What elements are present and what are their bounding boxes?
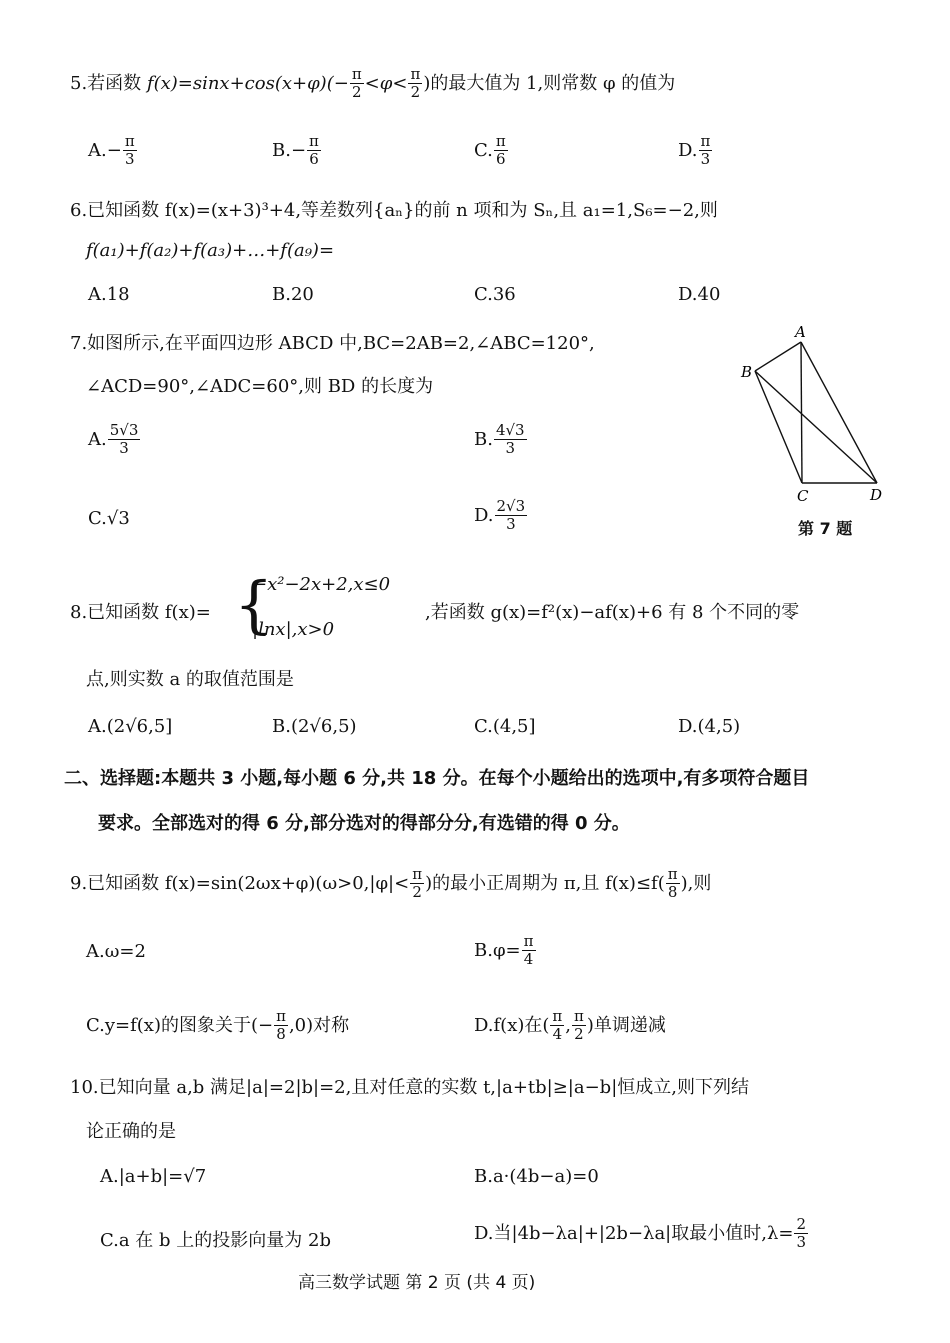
q5-option-a-num: π xyxy=(124,132,135,150)
q6-stem-line2: f(a₁)+f(a₂)+f(a₃)+…+f(a₉)= xyxy=(86,240,335,261)
q5-option-b-label: B.− xyxy=(272,139,307,161)
q7-option-a-den: 3 xyxy=(119,439,129,458)
q5-option-d xyxy=(678,133,713,169)
q5-frac-2-num: π xyxy=(410,65,421,83)
q7-option-b-frac xyxy=(494,422,527,458)
q5-option-b-frac xyxy=(307,133,321,169)
q5-option-c-num: π xyxy=(495,132,506,150)
q5-option-b-den: 6 xyxy=(309,150,319,169)
q9-option-d-a: D.f(x)在( xyxy=(474,1014,550,1036)
q7-option-a xyxy=(88,422,141,458)
q7-option-d-label: D. xyxy=(474,504,494,526)
q7-option-b-num: 4√3 xyxy=(495,421,525,439)
q7-option-b-label: B. xyxy=(474,428,493,450)
q9-option-d-comma: , xyxy=(565,1014,571,1036)
section2-heading-line2: 要求。全部选对的得 6 分,部分选对的得部分分,有选错的得 0 分。 xyxy=(98,813,630,834)
q5-option-a-den: 3 xyxy=(124,150,135,169)
q8-option-b: B.(2√6,5) xyxy=(272,716,357,737)
q5-stem-suffix: )的最大值为 1,则常数 φ 的值为 xyxy=(423,72,676,94)
section2-heading-line1: 二、选择题:本题共 3 小题,每小题 6 分,共 18 分。在每个小题给出的选项中,有多项符合题目 xyxy=(64,768,810,789)
q9-option-d-frac-1 xyxy=(550,1008,564,1044)
q5-frac-1 xyxy=(350,66,364,102)
q10-option-b: B.a·(4b−a)=0 xyxy=(474,1166,599,1187)
q5-stem-mid: <φ< xyxy=(364,72,408,94)
q7-option-d-den: 3 xyxy=(506,515,516,534)
q10-option-a: A.|a+b|=√7 xyxy=(100,1166,207,1187)
q7-label-b: B xyxy=(741,363,753,381)
q5-frac-2 xyxy=(408,66,422,102)
q10-option-c: C.a 在 b 上的投影向量为 2b xyxy=(100,1230,331,1251)
q5-option-a-frac xyxy=(123,133,137,169)
q8-case-2: |lnx|,x>0 xyxy=(252,619,335,640)
q8-brace: { xyxy=(234,568,274,641)
q7-option-c: C.√3 xyxy=(88,508,130,529)
q7-option-b xyxy=(474,422,528,458)
q7-figure xyxy=(735,325,895,515)
q9-option-d xyxy=(474,1008,666,1044)
q10-stem-line1: 10.已知向量 a,b 满足|a|=2|b|=2,且对任意的实数 t,|a+tb|≥|a−b|恒成立,则下列结 xyxy=(70,1077,749,1098)
q9-option-b-frac xyxy=(522,933,536,969)
q8-stem-line2: 点,则实数 a 的取值范围是 xyxy=(86,669,294,690)
q9-option-c-b: ,0)对称 xyxy=(288,1014,350,1036)
q5-stem-prefix: 5.若函数 xyxy=(70,72,147,94)
q9-option-d-num-2: π xyxy=(574,1007,584,1025)
q7-segment-bd xyxy=(755,371,877,483)
q9-frac-2-den: 8 xyxy=(667,883,678,902)
q5-stem xyxy=(70,66,675,102)
q7-figure-caption: 第 7 题 xyxy=(798,519,853,538)
q9-option-d-b: )单调递减 xyxy=(586,1014,666,1036)
q10-option-d-text: D.当|4b−λa|+|2b−λa|取最小值时,λ= xyxy=(474,1222,794,1244)
q10-option-d-num: 2 xyxy=(796,1215,807,1233)
q9-option-c-a: C.y=f(x)的图象关于(− xyxy=(86,1014,274,1036)
q7-option-d xyxy=(474,498,528,534)
q9-stem-c: ),则 xyxy=(680,872,712,894)
q6-option-a: A.18 xyxy=(88,284,130,305)
q5-option-c-label: C. xyxy=(474,139,493,161)
q5-option-d-num: π xyxy=(700,132,711,150)
q9-stem xyxy=(70,866,711,902)
q10-stem-line2: 论正确的是 xyxy=(86,1121,176,1142)
q5-option-b-num: π xyxy=(309,132,319,150)
q9-option-b-label: B.φ= xyxy=(474,939,521,961)
q9-option-b xyxy=(474,933,537,969)
q10-option-d-den: 3 xyxy=(796,1233,807,1252)
q8-option-c: C.(4,5] xyxy=(474,716,536,737)
q7-option-b-den: 3 xyxy=(505,439,516,458)
q8-option-a: A.(2√6,5] xyxy=(88,716,173,737)
q9-frac-1 xyxy=(410,866,424,902)
q7-option-d-num: 2√3 xyxy=(496,497,526,515)
q8-prefix: 8.已知函数 f(x)= xyxy=(70,602,211,623)
q6-stem-line1: 6.已知函数 f(x)=(x+3)³+4,等差数列{aₙ}的前 n 项和为 Sₙ,且 a₁=1,S₆=−2,则 xyxy=(70,200,718,221)
q5-option-d-label: D. xyxy=(678,139,698,161)
q5-option-c-den: 6 xyxy=(496,150,506,169)
q5-option-d-den: 3 xyxy=(700,150,711,169)
q9-option-d-den-2: 2 xyxy=(574,1025,584,1044)
q7-option-a-num: 5√3 xyxy=(109,421,139,439)
q7-segment-bc xyxy=(755,371,802,483)
q9-option-c-num: π xyxy=(276,1007,286,1025)
q9-frac-1-den: 2 xyxy=(412,883,422,902)
q5-option-c-frac xyxy=(494,133,508,169)
q9-frac-2-num: π xyxy=(667,865,678,883)
q6-option-b: B.20 xyxy=(272,284,314,305)
q5-option-d-frac xyxy=(699,133,713,169)
q7-label-a: A xyxy=(795,325,806,341)
q6-option-d: D.40 xyxy=(678,284,721,305)
q9-option-a: A.ω=2 xyxy=(86,941,146,962)
q7-label-d: D xyxy=(870,486,883,504)
q7-option-a-label: A. xyxy=(88,428,107,450)
q9-option-d-num-1: π xyxy=(552,1007,563,1025)
q7-segment-ab xyxy=(755,342,801,371)
q5-option-b xyxy=(272,133,322,169)
q7-label-c: C xyxy=(797,487,809,505)
q7-option-d-frac xyxy=(495,498,528,534)
q9-option-c xyxy=(86,1008,349,1044)
q8-option-d: D.(4,5) xyxy=(678,716,741,737)
q7-stem-line1: 7.如图所示,在平面四边形 ABCD 中,BC=2AB=2,∠ABC=120°, xyxy=(70,333,595,354)
q7-segment-ad xyxy=(801,342,877,483)
page-footer: 高三数学试题 第 2 页 (共 4 页) xyxy=(298,1273,536,1293)
q5-frac-1-num: π xyxy=(351,65,362,83)
q5-stem-func: f(x)=sinx+cos(x+φ)(− xyxy=(146,72,349,94)
q7-stem-line2: ∠ACD=90°,∠ADC=60°,则 BD 的长度为 xyxy=(86,376,434,397)
q9-frac-2 xyxy=(666,866,680,902)
q8-suffix: ,若函数 g(x)=f²(x)−af(x)+6 有 8 个不同的零 xyxy=(425,602,800,623)
q5-option-c xyxy=(474,133,509,169)
q10-option-d xyxy=(474,1216,809,1252)
q9-option-d-frac-2 xyxy=(572,1008,586,1044)
q5-frac-2-den: 2 xyxy=(410,83,421,102)
q8-case-1: −x²−2x+2,x≤0 xyxy=(252,574,391,595)
q5-option-a xyxy=(88,133,138,169)
q9-option-c-den: 8 xyxy=(276,1025,286,1044)
q5-frac-1-den: 2 xyxy=(351,83,362,102)
q9-option-c-frac xyxy=(274,1008,288,1044)
q5-option-a-label: A.− xyxy=(88,139,122,161)
q9-stem-a: 9.已知函数 f(x)=sin(2ωx+φ)(ω>0,|φ|< xyxy=(70,872,410,894)
q9-option-d-den-1: 4 xyxy=(552,1025,563,1044)
q10-option-d-frac xyxy=(794,1216,808,1252)
q9-frac-1-num: π xyxy=(412,865,423,883)
q9-option-b-den: 4 xyxy=(523,950,534,969)
q6-option-c: C.36 xyxy=(474,284,516,305)
q9-stem-b: )的最小正周期为 π,且 f(x)≤f( xyxy=(425,872,665,894)
q9-option-b-num: π xyxy=(523,932,534,950)
q7-option-a-frac xyxy=(108,422,141,458)
